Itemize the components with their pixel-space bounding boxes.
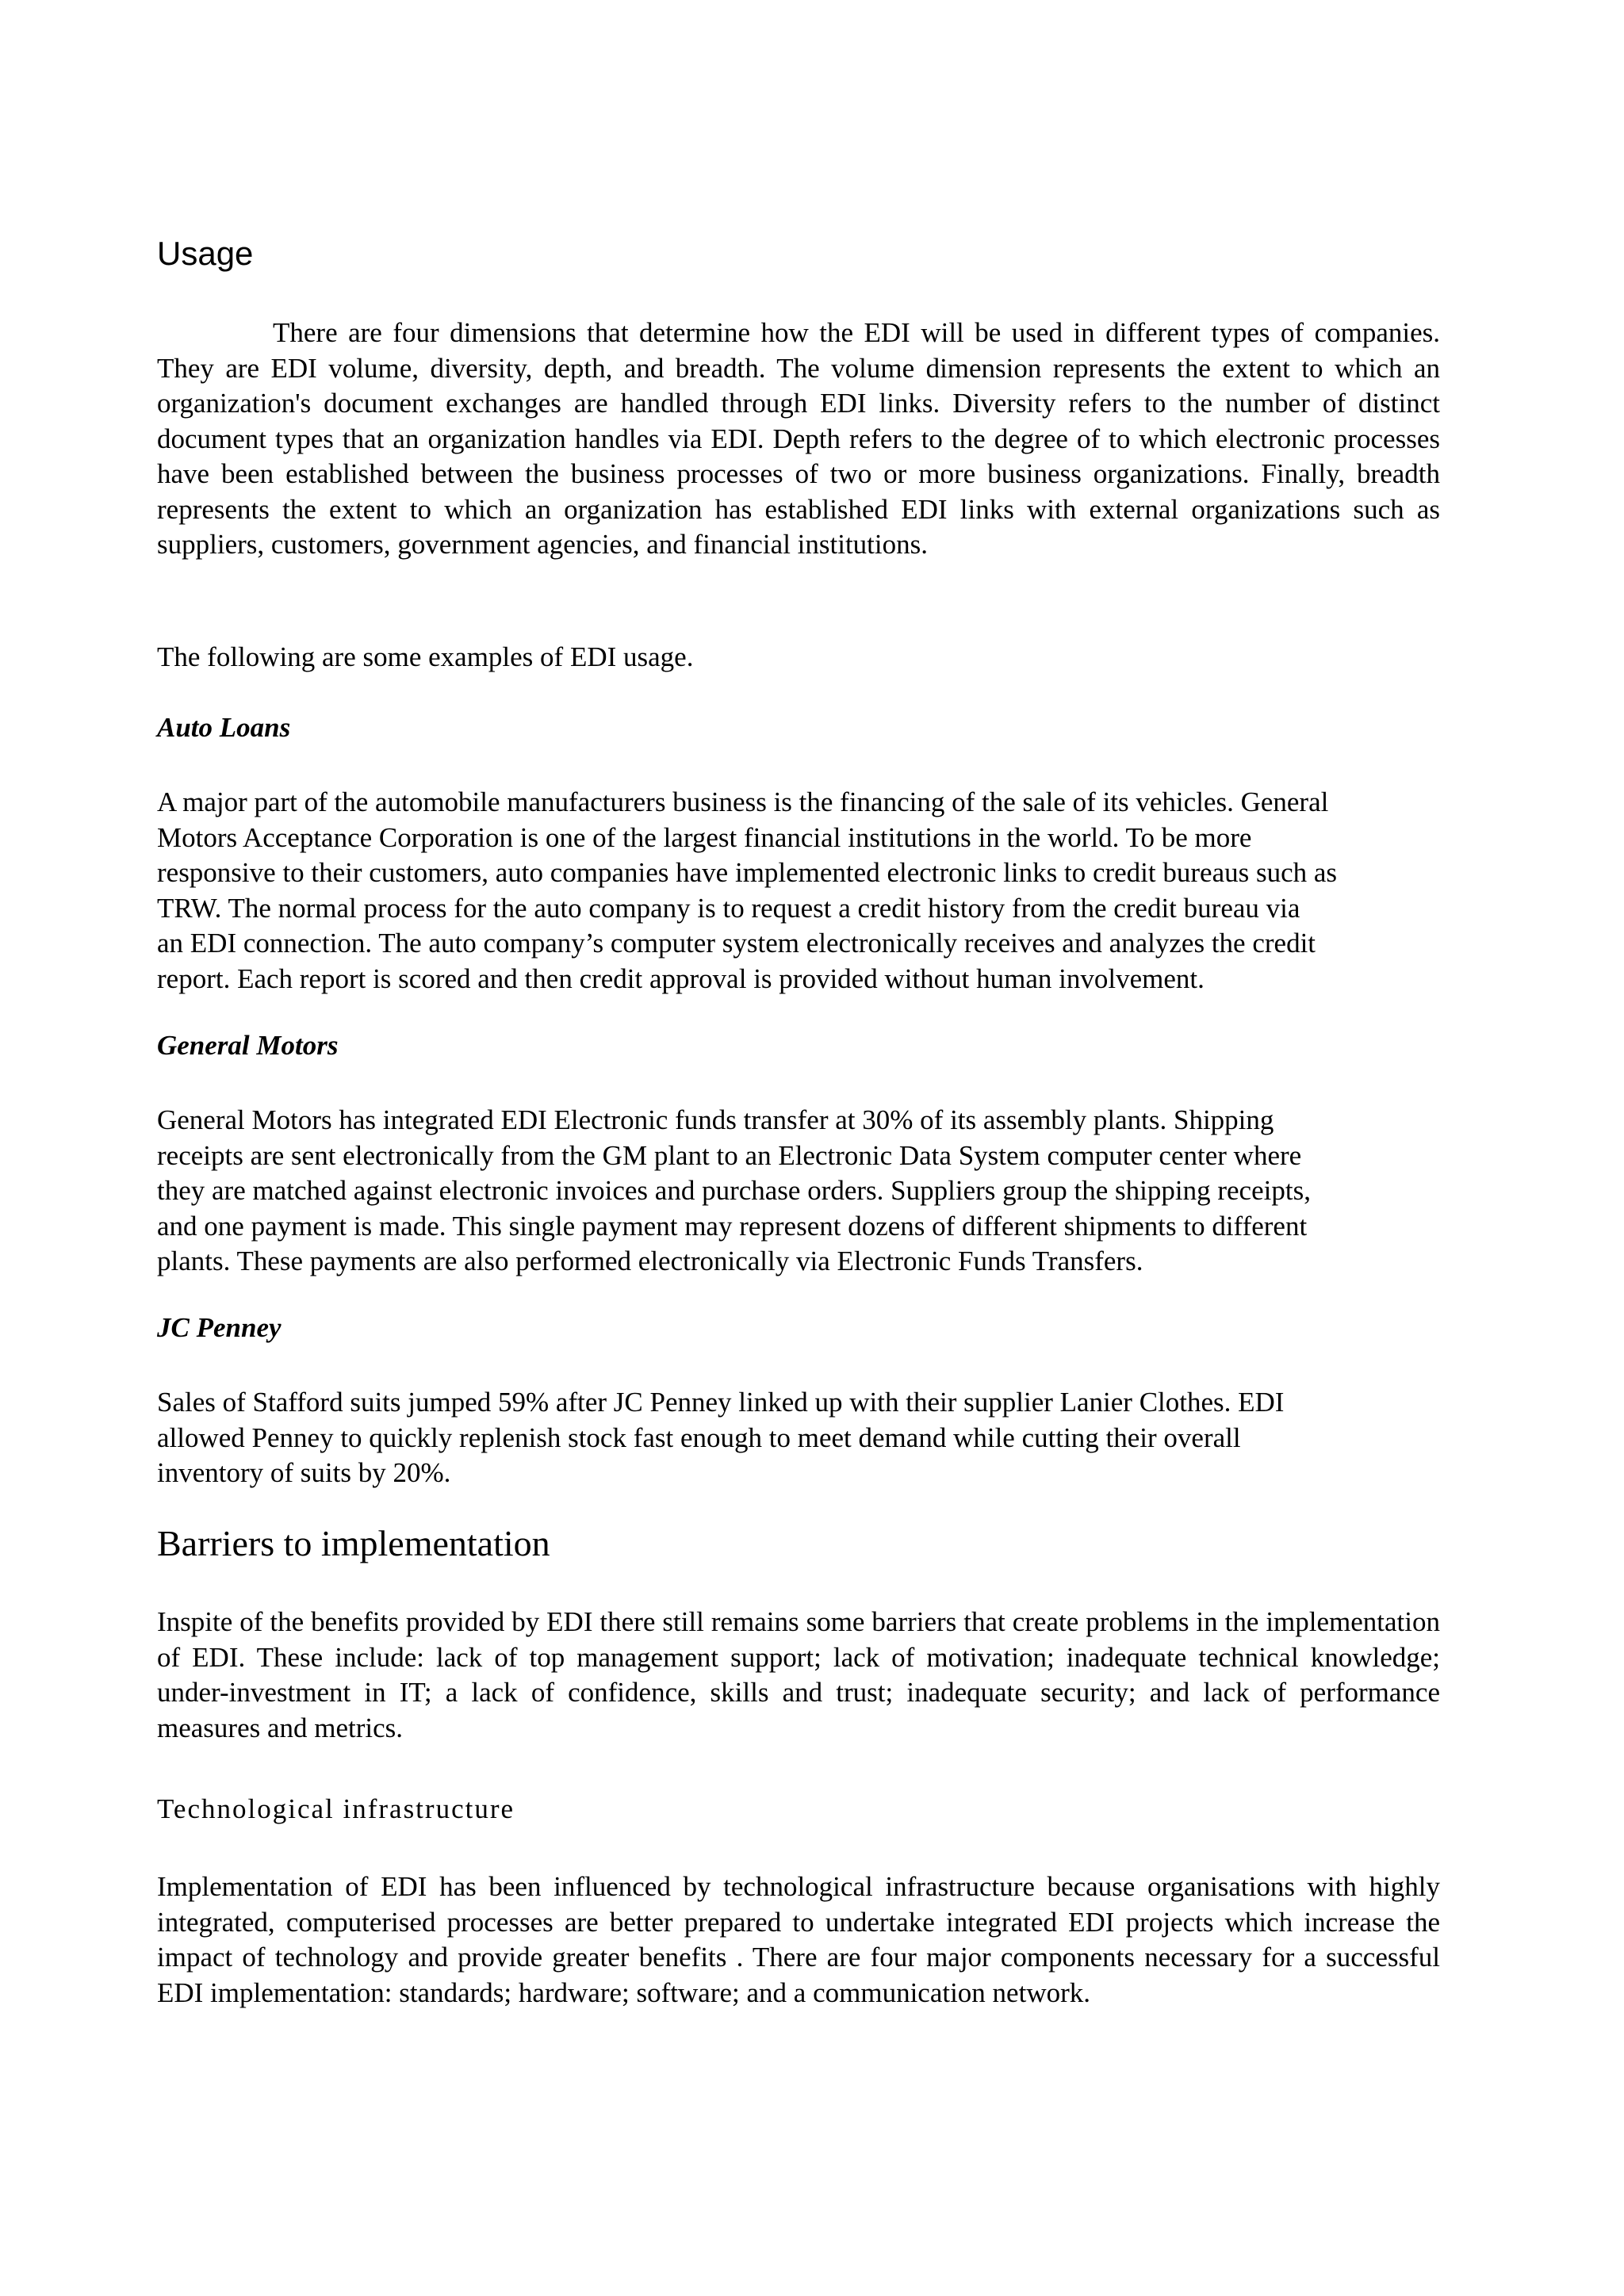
auto-loans-line: TRW. The normal process for the auto company is to request a credit history from the credit bureau via (157, 892, 1300, 924)
jc-penney-line: inventory of suits by 20%. (157, 1457, 451, 1488)
auto-loans-line: responsive to their customers, auto companies have implemented electronic links to credit bureaus such as (157, 857, 1338, 888)
jc-penney-line: Sales of Stafford suits jumped 59% after JC Penney linked up with their supplier Lanier Clothes. EDI (157, 1387, 1285, 1418)
general-motors-paragraph (157, 1103, 1440, 1280)
auto-loans-line: Motors Acceptance Corporation is one of the largest financial institutions in the world. To be more (157, 821, 1252, 853)
tech-infrastructure-heading: Technological infrastructure (157, 1793, 515, 1824)
general-motors-subheading: General Motors (157, 1030, 339, 1061)
usage-heading: Usage (157, 235, 254, 272)
auto-loans-line: A major part of the automobile manufacturers business is the financing of the sale of its vehicles. General (157, 786, 1329, 817)
examples-lead-paragraph: The following are some examples of EDI usage. (157, 641, 694, 672)
general-motors-line: General Motors has integrated EDI Electronic funds transfer at 30% of its assembly plants. Shipping (157, 1104, 1274, 1135)
jc-penney-paragraph (157, 1385, 1440, 1491)
usage-intro-paragraph: There are four dimensions that determine how the EDI will be used in different types of companies. They are EDI volume, diversity, depth, and breadth. The volume dimension represents the extent to which an organization's document exchanges are handled through EDI links. Diversity refers to the number of distinct document types that an organization handles via EDI. Depth refers to the degree of to which electronic processes have been established between the business processes of two or more business organizations. Finally, breadth represents the extent to which an organization has established EDI links with external organizations such as suppliers, customers, government agencies, and financial institutions. (157, 317, 1440, 560)
general-motors-line: receipts are sent electronically from the GM plant to an Electronic Data System computer center where (157, 1139, 1302, 1171)
general-motors-line: plants. These payments are also performed electronically via Electronic Funds Transfers. (157, 1246, 1143, 1276)
jc-penney-line: allowed Penney to quickly replenish stock fast enough to meet demand while cutting their overall (157, 1422, 1241, 1453)
auto-loans-paragraph (157, 785, 1440, 997)
jc-penney-subheading: JC Penney (157, 1312, 282, 1343)
general-motors-line: and one payment is made. This single payment may represent dozens of different shipments to different (157, 1210, 1308, 1242)
tech-infrastructure-paragraph: Implementation of EDI has been influenced by technological infrastructure because organisations with highly integrated, computerised processes are better prepared to undertake integrated EDI projects which increase the impact of technology and provide greater benefits . There are four major components necessary for a successful EDI implementation: standards; hardware; software; and a communication network. (157, 1871, 1440, 2008)
barriers-heading: Barriers to implementation (157, 1523, 550, 1563)
auto-loans-subheading: Auto Loans (157, 712, 291, 743)
auto-loans-line: report. Each report is scored and then credit approval is provided without human involvement. (157, 962, 1205, 994)
general-motors-line: they are matched against electronic invoices and purchase orders. Suppliers group the shipping receipts, (157, 1175, 1311, 1206)
barriers-paragraph: Inspite of the benefits provided by EDI there still remains some barriers that create problems in the implementation of EDI. These include: lack of top management support; lack of motivation; inadequate technical knowledge; under-investment in IT; a lack of confidence, skills and trust; inadequate security; and lack of performance measures and metrics. (157, 1606, 1440, 1743)
auto-loans-line: an EDI connection. The auto company’s computer system electronically receives and analyzes the credit (157, 928, 1316, 959)
